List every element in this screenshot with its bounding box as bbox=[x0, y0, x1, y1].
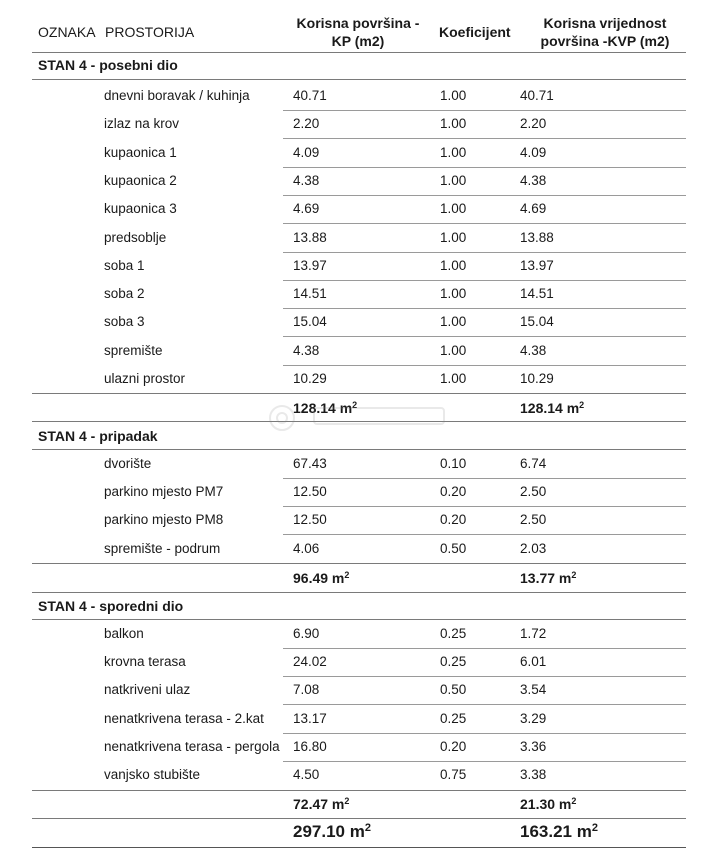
kvp-value: 1.72 bbox=[520, 626, 547, 641]
kp-value: 4.38 bbox=[293, 172, 320, 188]
kp-value: 67.43 bbox=[293, 456, 327, 471]
total-kp: 297.10 $m^2$ bbox=[293, 822, 371, 841]
koeficijent-value: 0.25 bbox=[440, 654, 467, 670]
total-kvp: 163.21 $m^2$ bbox=[520, 822, 598, 841]
table-row bbox=[32, 167, 686, 195]
kvp-value: 3.38 bbox=[520, 767, 547, 782]
koeficijent-value: 1.00 bbox=[440, 342, 467, 358]
section-divider bbox=[32, 79, 686, 80]
section-divider bbox=[32, 592, 686, 593]
room-name: parkino mjesto PM7 bbox=[104, 484, 224, 500]
kvp-value: 6.01 bbox=[520, 654, 547, 670]
room-name: balkon bbox=[104, 626, 144, 641]
table-row bbox=[32, 280, 686, 308]
kp-value: 14.51 bbox=[293, 286, 327, 302]
kvp-value: 3.29 bbox=[520, 710, 547, 726]
kvp-value: 2.50 bbox=[520, 512, 547, 528]
koeficijent-value: 1.00 bbox=[440, 286, 467, 302]
table-row bbox=[32, 450, 686, 478]
koeficijent-value: 1.00 bbox=[440, 88, 467, 103]
room-name: kupaonica 2 bbox=[104, 172, 177, 188]
room-name: kupaonica 3 bbox=[104, 201, 177, 217]
subtotal-kvp-posebni: 128.14 $m^2$ bbox=[520, 400, 585, 416]
area-table bbox=[32, 0, 686, 858]
koeficijent-value: 0.75 bbox=[440, 767, 467, 782]
table-bottom-border bbox=[32, 847, 686, 848]
kvp-value: 14.51 bbox=[520, 286, 554, 302]
kvp-value: 3.36 bbox=[520, 738, 547, 754]
room-name: izlaz na krov bbox=[104, 116, 180, 132]
kvp-value: 40.71 bbox=[520, 88, 554, 103]
subtotal-kp-posebni: 128.14 $m^2$ bbox=[293, 400, 358, 416]
kvp-value: 2.50 bbox=[520, 484, 547, 500]
table-row bbox=[32, 733, 686, 761]
koeficijent-value: 1.00 bbox=[440, 172, 467, 188]
kp-value: 13.97 bbox=[293, 257, 327, 273]
col-kp-header: Korisna površina - KP (m2) bbox=[296, 15, 420, 49]
room-name: predsoblje bbox=[104, 229, 167, 245]
col-oznaka-header: OZNAKA bbox=[38, 24, 96, 40]
room-name: parkino mjesto PM8 bbox=[104, 512, 224, 528]
subtotal-divider bbox=[32, 563, 686, 564]
room-name: krovna terasa bbox=[104, 654, 186, 670]
header-divider bbox=[32, 52, 686, 53]
total-divider bbox=[32, 818, 686, 819]
koeficijent-value: 0.50 bbox=[440, 682, 467, 698]
kp-value: 24.02 bbox=[293, 654, 327, 670]
kp-value: 4.50 bbox=[293, 767, 320, 782]
table-row bbox=[32, 110, 686, 138]
koeficijent-value: 0.10 bbox=[440, 456, 467, 471]
kvp-value: 4.69 bbox=[520, 201, 547, 217]
table-row bbox=[32, 648, 686, 676]
kp-value: 6.90 bbox=[293, 626, 320, 641]
table-row bbox=[32, 337, 686, 365]
kp-value: 13.88 bbox=[293, 229, 327, 245]
col-prostorija-header: PROSTORIJA bbox=[105, 24, 195, 40]
table-row bbox=[32, 365, 686, 393]
kp-value: 4.06 bbox=[293, 540, 320, 556]
subtotal-divider bbox=[32, 790, 686, 791]
koeficijent-value: 1.00 bbox=[440, 229, 467, 245]
table-row bbox=[32, 252, 686, 280]
table-row bbox=[32, 761, 686, 789]
table-row bbox=[32, 139, 686, 167]
kp-value: 7.08 bbox=[293, 682, 320, 698]
kvp-value: 13.97 bbox=[520, 257, 554, 273]
kvp-value: 4.09 bbox=[520, 144, 547, 160]
kp-value: 12.50 bbox=[293, 484, 327, 500]
room-name: nenatkrivena terasa - 2.kat bbox=[104, 710, 264, 726]
table-row bbox=[32, 506, 686, 534]
section-title-pripadak: STAN 4 - pripadak bbox=[38, 428, 158, 444]
kp-value: 13.17 bbox=[293, 710, 327, 726]
koeficijent-value: 0.20 bbox=[440, 484, 467, 500]
section-title-sporedni: STAN 4 - sporedni dio bbox=[38, 598, 184, 614]
kp-value: 4.38 bbox=[293, 342, 320, 358]
room-name: soba 1 bbox=[104, 257, 145, 273]
table-row bbox=[32, 195, 686, 223]
koeficijent-value: 0.25 bbox=[440, 710, 467, 726]
koeficijent-value: 1.00 bbox=[440, 257, 467, 273]
kp-value: 2.20 bbox=[293, 116, 320, 132]
kp-value: 4.69 bbox=[293, 201, 320, 217]
kvp-value: 10.29 bbox=[520, 371, 554, 386]
room-name: nenatkrivena terasa - pergola bbox=[104, 738, 280, 754]
table-row bbox=[32, 224, 686, 252]
subtotal-kvp-sporedni: 21.30 $m^2$ bbox=[520, 796, 577, 812]
table-row bbox=[32, 535, 686, 563]
kp-value: 12.50 bbox=[293, 512, 327, 528]
table-row bbox=[32, 308, 686, 336]
koeficijent-value: 1.00 bbox=[440, 314, 467, 330]
koeficijent-value: 1.00 bbox=[440, 144, 467, 160]
room-name: soba 3 bbox=[104, 314, 145, 330]
subtotal-kp-pripadak: 96.49 $m^2$ bbox=[293, 570, 350, 586]
room-name: kupaonica 1 bbox=[104, 144, 177, 160]
kvp-value: 6.74 bbox=[520, 456, 547, 471]
room-name: spremište - podrum bbox=[104, 540, 221, 556]
col-koeficijent-header: Koeficijent bbox=[439, 24, 511, 40]
room-name: dnevni boravak / kuhinja bbox=[104, 88, 250, 103]
koeficijent-value: 0.50 bbox=[440, 540, 467, 556]
room-name: vanjsko stubište bbox=[104, 767, 201, 782]
subtotal-kvp-pripadak: 13.77 $m^2$ bbox=[520, 570, 577, 586]
table-row bbox=[32, 478, 686, 506]
kvp-value: 15.04 bbox=[520, 314, 554, 330]
kp-value: 10.29 bbox=[293, 371, 327, 386]
koeficijent-value: 1.00 bbox=[440, 201, 467, 217]
room-name: natkriveni ulaz bbox=[104, 682, 191, 698]
table-row bbox=[32, 676, 686, 704]
room-name: dvorište bbox=[104, 456, 152, 471]
koeficijent-value: 0.20 bbox=[440, 512, 467, 528]
table-row bbox=[32, 705, 686, 733]
koeficijent-value: 1.00 bbox=[440, 371, 467, 386]
koeficijent-value: 1.00 bbox=[440, 116, 467, 132]
kvp-value: 2.20 bbox=[520, 116, 547, 132]
room-name: soba 2 bbox=[104, 286, 145, 302]
table-row bbox=[32, 620, 686, 648]
kvp-value: 2.03 bbox=[520, 540, 547, 556]
kp-value: 4.09 bbox=[293, 144, 320, 160]
section-title-posebni: STAN 4 - posebni dio bbox=[38, 57, 178, 73]
subtotal-divider bbox=[32, 393, 686, 394]
kvp-value: 4.38 bbox=[520, 342, 547, 358]
table-header bbox=[32, 0, 686, 52]
subtotal-kp-sporedni: 72.47 $m^2$ bbox=[293, 796, 350, 812]
kp-value: 40.71 bbox=[293, 88, 327, 103]
koeficijent-value: 0.25 bbox=[440, 626, 467, 641]
room-name: ulazni prostor bbox=[104, 371, 186, 386]
kvp-value: 3.54 bbox=[520, 682, 547, 698]
kvp-value: 13.88 bbox=[520, 229, 554, 245]
koeficijent-value: 0.20 bbox=[440, 738, 467, 754]
col-kvp-header: Korisna vrijednost površina -KVP (m2) bbox=[540, 15, 670, 49]
kp-value: 15.04 bbox=[293, 314, 327, 330]
room-name: spremište bbox=[104, 342, 163, 358]
table-row bbox=[32, 82, 686, 110]
kvp-value: 4.38 bbox=[520, 172, 547, 188]
watermark-logo-icon bbox=[264, 398, 464, 438]
kp-value: 16.80 bbox=[293, 738, 327, 754]
